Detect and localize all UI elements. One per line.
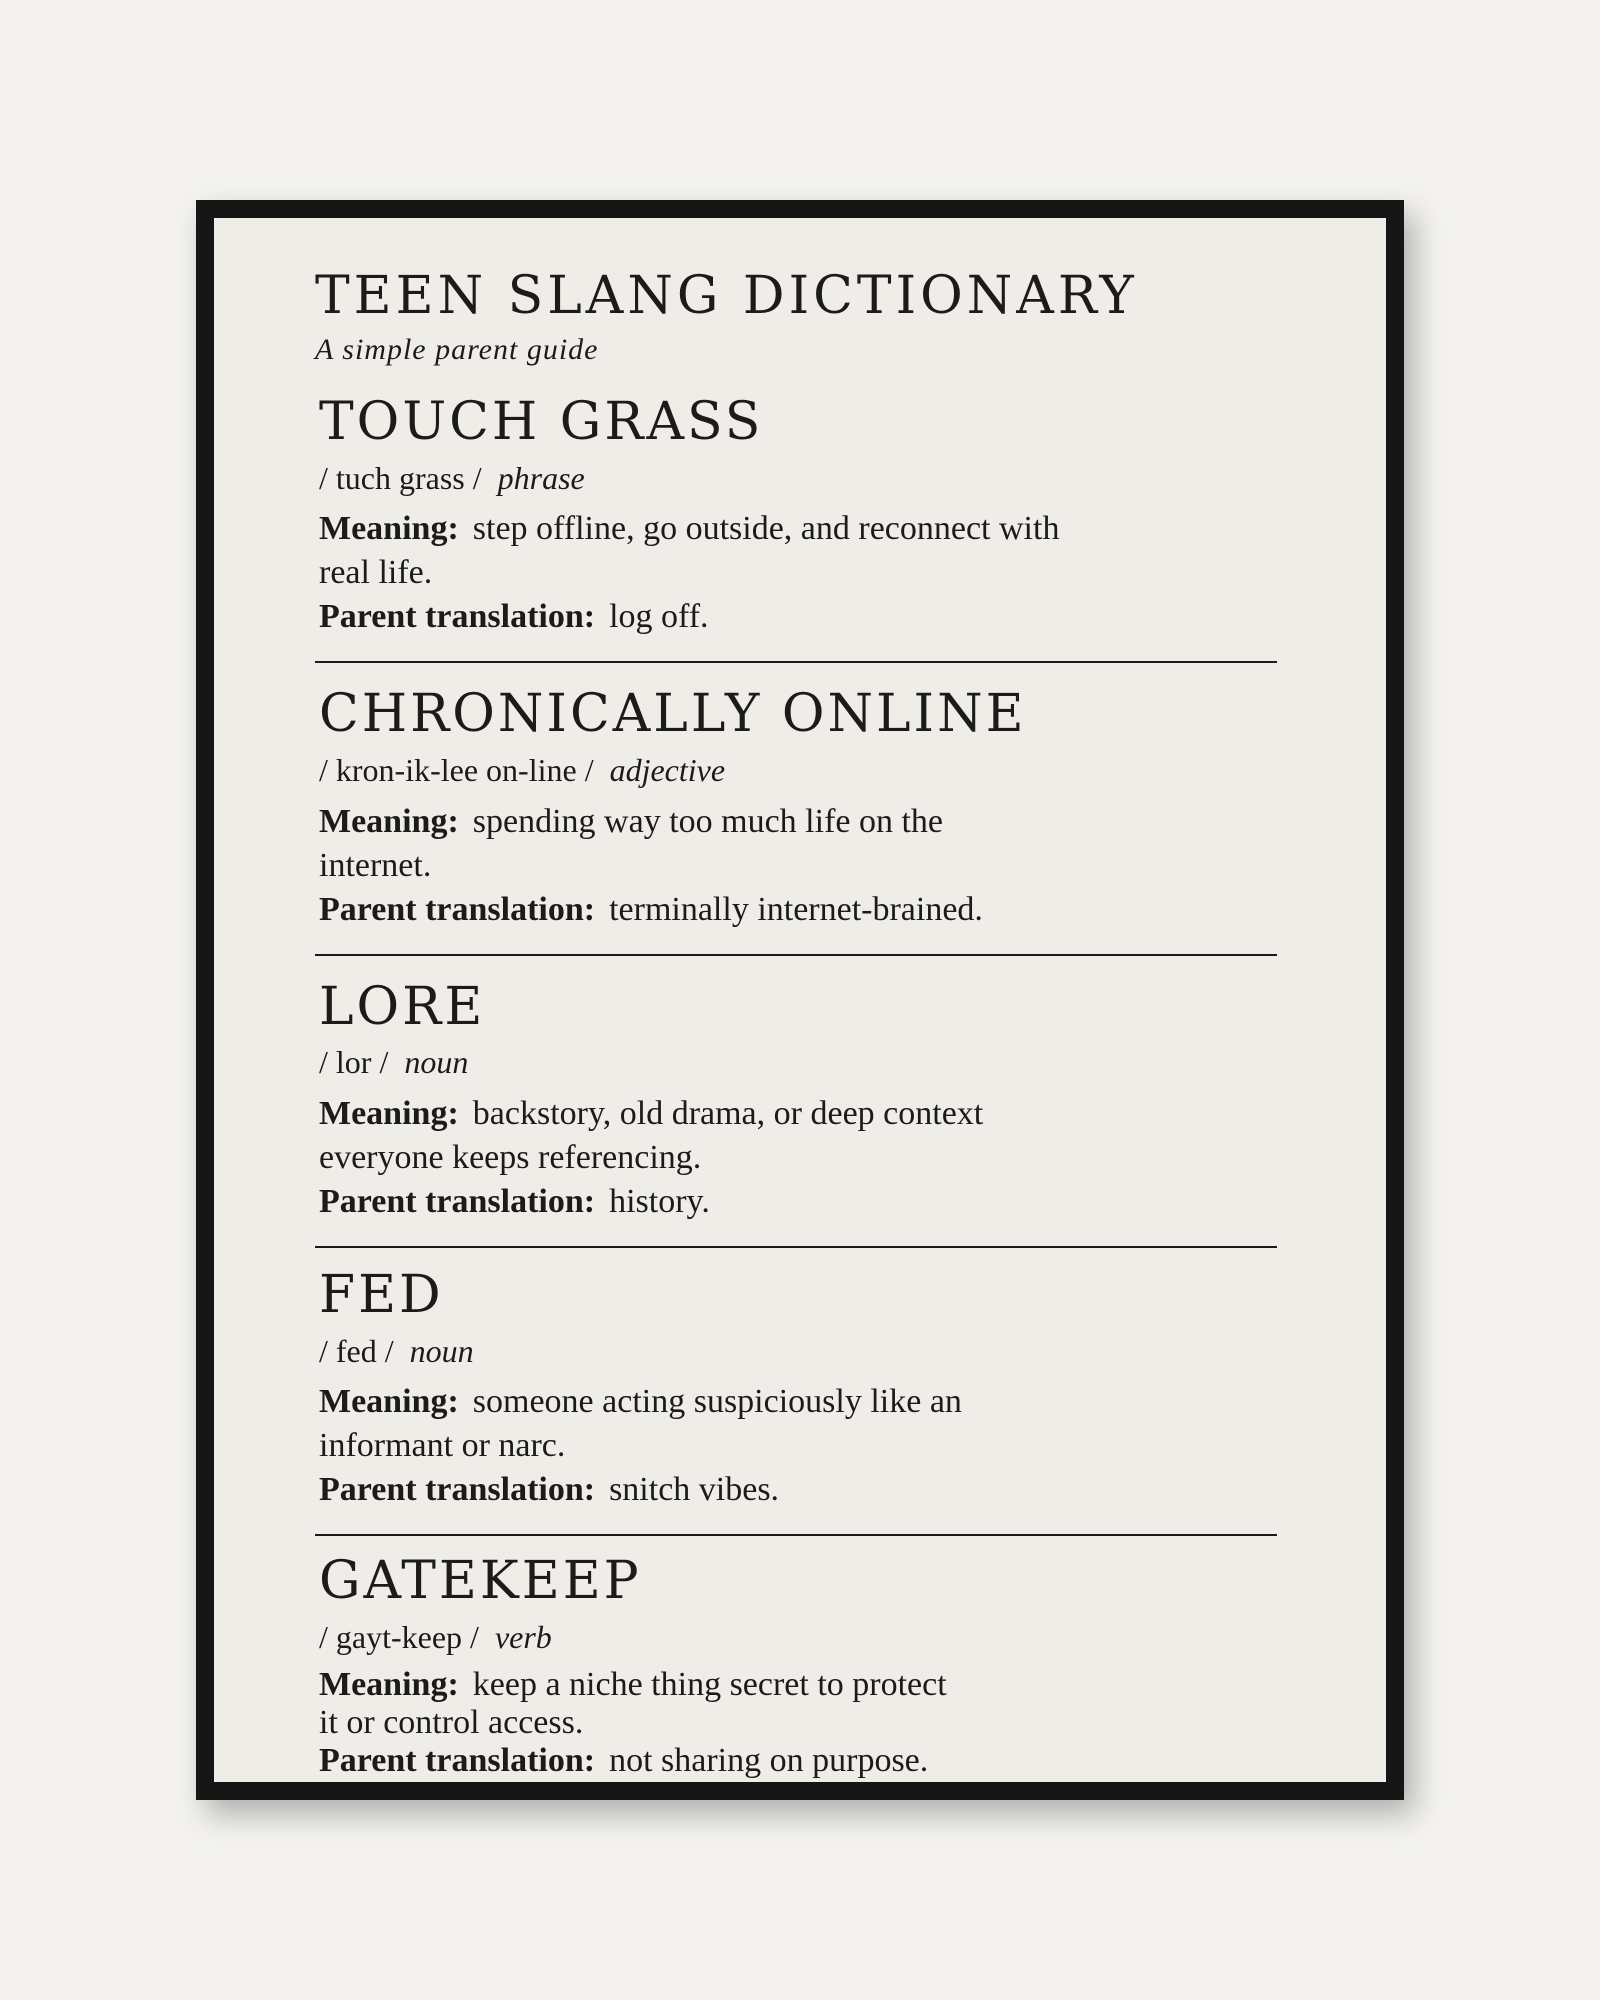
entry-part-of-speech: phrase (497, 459, 585, 496)
entry-term: LORE (319, 976, 486, 1037)
parent-translation-text: terminally internet-brained. (609, 890, 983, 928)
entry-pronunciation: / gayt-keep / (319, 1618, 479, 1655)
parent-translation-text: history. (609, 1182, 710, 1220)
entry-pronunciation: / tuch grass / (319, 459, 482, 496)
parent-translation-label: Parent translation: (319, 598, 596, 636)
entry-part-of-speech: verb (494, 1618, 552, 1655)
meaning-label: Meaning: (319, 802, 459, 840)
meaning-label: Meaning: (319, 510, 459, 548)
entry-meaning (319, 1380, 1039, 1468)
page-subtitle: A simple parent guide (315, 333, 599, 367)
entry-parent-translation (319, 888, 1277, 932)
dictionary-entry-chronically-online (315, 685, 1277, 955)
parent-translation-label: Parent translation: (319, 1470, 596, 1508)
poster-paper (214, 218, 1386, 1782)
entry-pronunciation: / lor / (319, 1044, 389, 1081)
entry-pronunciation-line (319, 1043, 1277, 1081)
parent-translation-text: log off. (609, 598, 709, 636)
meaning-label: Meaning: (319, 1094, 459, 1132)
entry-meaning (319, 1666, 959, 1742)
entry-term: FED (319, 1264, 444, 1325)
entry-part-of-speech: noun (409, 1332, 474, 1369)
entry-meaning (319, 800, 959, 888)
entry-pronunciation-line (319, 459, 1277, 497)
entry-term: TOUCH GRASS (319, 392, 764, 453)
dictionary-entry-lore (315, 978, 1277, 1248)
meaning-label: Meaning: (319, 1382, 459, 1420)
entry-parent-translation (319, 1468, 1277, 1512)
entry-meaning (319, 507, 1109, 595)
entry-part-of-speech: adjective (609, 752, 726, 789)
parent-translation-text: snitch vibes. (609, 1470, 780, 1508)
meaning-label: Meaning: (319, 1666, 459, 1704)
dictionary-entry-touch-grass (315, 393, 1277, 663)
entry-pronunciation-line (319, 1618, 1277, 1656)
entry-parent-translation (319, 1180, 1277, 1224)
entry-pronunciation: / kron-ik-lee on-line / (319, 752, 594, 789)
meaning-text: spending way too much life on the internet. (319, 802, 944, 884)
entry-term: CHRONICALLY ONLINE (319, 684, 1027, 745)
entry-part-of-speech: noun (404, 1044, 469, 1081)
entry-pronunciation-line (319, 751, 1277, 789)
entry-parent-translation (319, 1742, 1277, 1780)
parent-translation-label: Parent translation: (319, 890, 596, 928)
meaning-text: backstory, old drama, or deep context everyone keeps referencing. (319, 1094, 984, 1176)
dictionary-content (315, 268, 1277, 1782)
meaning-text: keep a niche thing secret to protect it or control access. (319, 1666, 947, 1742)
dictionary-entry-gatekeep (315, 1552, 1277, 1782)
dictionary-entry-fed (315, 1266, 1277, 1536)
parent-translation-text: not sharing on purpose. (609, 1742, 929, 1780)
meaning-text: someone acting suspiciously like an informant or narc. (319, 1382, 962, 1464)
entry-pronunciation: / fed / (319, 1332, 394, 1369)
entry-meaning (319, 1092, 1099, 1180)
entry-parent-translation (319, 595, 1277, 639)
parent-translation-label: Parent translation: (319, 1182, 596, 1220)
entry-pronunciation-line (319, 1332, 1277, 1370)
parent-translation-label: Parent translation: (319, 1742, 596, 1780)
poster-frame (196, 200, 1404, 1800)
meaning-text: step offline, go outside, and reconnect with real life. (319, 510, 1060, 592)
entry-term: GATEKEEP (319, 1550, 642, 1611)
page-title: TEEN SLANG DICTIONARY (315, 266, 1138, 326)
